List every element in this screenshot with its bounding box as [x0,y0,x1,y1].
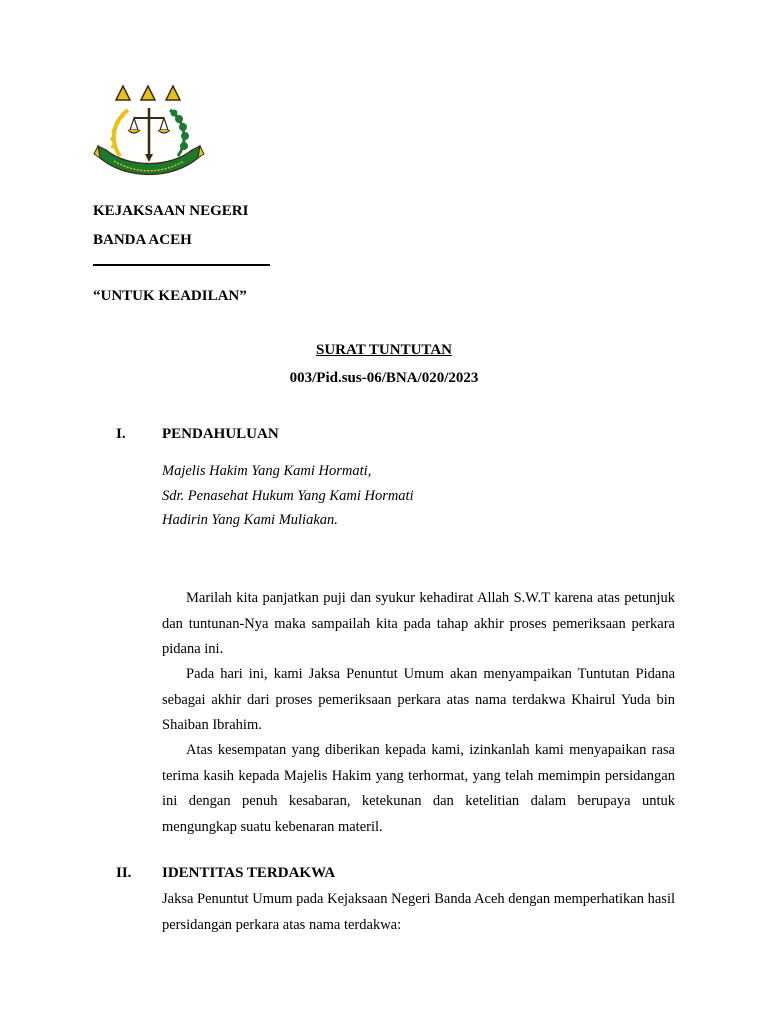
section1-numeral: I. [116,426,126,442]
intro-paragraph-2 [162,662,675,739]
section2-heading: IDENTITAS TERDAKWA [162,865,336,881]
intro-paragraph-2-text: Pada hari ini, kami Jaksa Penuntut Umum akan menyampaikan Tuntutan Pidana sebagai akhir dari proses pemeriksaan perkara atas nama terdakwa Khairul Yuda bin Shaiban Ibrahim. [162,666,675,733]
intro-paragraph-3-text: Atas kesempatan yang diberikan kepada kami, izinkanlah kami menyapaikan rasa terima kasih kepada Majelis Hakim yang terhormat, yang telah memimpin persidangan ini dengan penuh kesabaran, ketekunan dan ketelitian dalam berupaya untuk mengungkap suatu kebenaran materil. [162,742,675,835]
salutation-counsel: Sdr. Penasehat Hukum Yang Kami Hormati [162,488,414,504]
section1-heading: PENDAHULUAN [162,426,279,442]
section2-numeral: II. [116,865,132,881]
institution-name-line2: BANDA ACEH [93,232,192,248]
document-title-text: SURAT TUNTUTAN [315,342,452,358]
salutation-judges: Majelis Hakim Yang Kami Hormati, [162,463,372,479]
header-divider [93,264,270,266]
intro-paragraph-3 [162,738,675,840]
kejaksaan-emblem-logo [92,84,210,184]
document-title [0,342,768,359]
identity-paragraph: Jaksa Penuntut Umum pada Kejaksaan Negeri Banda Aceh dengan memperhatikan hasil persidangan perkara atas nama terdakwa: [162,891,675,933]
intro-paragraph-1 [162,586,675,663]
motto: “UNTUK KEADILAN” [93,288,247,304]
institution-name-line1: KEJAKSAAN NEGERI [93,203,249,219]
document-number: 003/Pid.sus-06/BNA/020/2023 [289,370,479,386]
salutation-audience: Hadirin Yang Kami Muliakan. [162,512,338,528]
intro-paragraph-1-text: Marilah kita panjatkan puji dan syukur kehadirat Allah S.W.T karena atas petunjuk dan tuntunan-Nya maka sampailah kita pada tahap akhir proses pemeriksaan perkara pidana ini. [162,590,675,657]
